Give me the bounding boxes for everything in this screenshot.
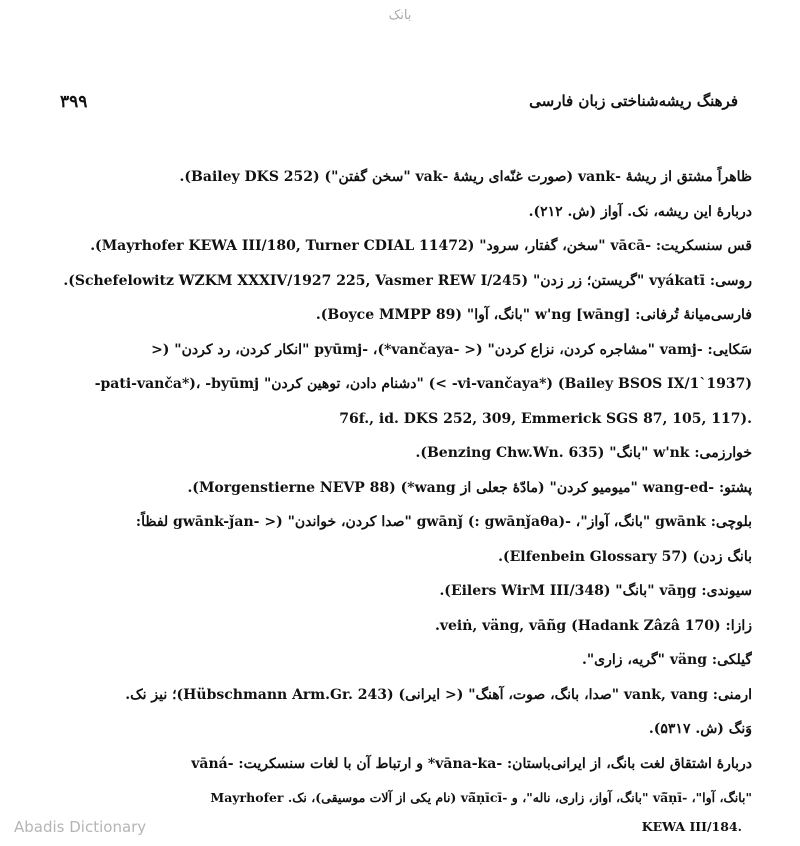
text-line: زازا: veiṅ, väng, vāñg (Hadank Zâzâ 170). — [434, 617, 752, 634]
running-title: فرهنگ ریشه‌شناختی زبان فارسی — [529, 92, 738, 110]
text-line: روسی: vyákatī "گریستن؛ زر زدن" (Schefelowitz WZKM XXXIV/1927 225, Vasmer REW I/245). — [63, 272, 752, 289]
text-line: ظاهراً مشتق از ریشهٔ -vank (صورت غنّه‌ای ریشهٔ -vak "سخن گفتن") (Bailey DKS 252). — [179, 169, 752, 185]
text-line: بلوچی: gwānk "بانگ، آواز"، -gwānǰ (: gwānǰaθa) "صدا کردن، خواندن" (< -gwānk-ǰan لفظاً: — [135, 514, 752, 530]
text-line: -pati-vanča*)، -byūmj "دشنام دادن، توهین کردن" (< -vi-vančaya*) (Bailey BSOS IX/1`1937) — [94, 376, 752, 392]
text-line: گیلکی: väng "گریه، زاری". — [581, 652, 752, 668]
text-line: 76f., id. DKS 252, 309, Emmerick SGS 87, 105, 117). — [339, 410, 752, 427]
text-line: وَنگ (ش. ۵۳۱۷). — [648, 721, 752, 737]
text-line: قس سنسکریت: -vācā "سخن، گفتار، سرود" (Mayrhofer KEWA III/180, Turner CDIAL 11472). — [90, 238, 752, 254]
watermark: Abadis Dictionary — [14, 818, 147, 836]
text-line: پشتو: -wang-ed "میومیو کردن" (مادّهٔ جعلی از wang*) (Morgenstierne NEVP 88). — [187, 479, 752, 496]
text-line: فارسی‌میانهٔ تُرفانی: w'ng [wāng] "بانگ، آوا" (Boyce MMPP 89). — [315, 307, 752, 323]
text-line: سَکایی: -vamj "مشاجره کردن، نزاع کردن" (< -vančaya*)، -pyūmj "انکار کردن، رد کردن" (< — [151, 341, 752, 358]
text-line: بانگ زدن) (Elfenbein Glossary 57). — [498, 548, 752, 565]
text-line: سیوندی: vāŋg "بانگ" (Eilers WirM III/348). — [439, 583, 752, 599]
page-number: ۳۹۹ — [60, 92, 88, 112]
footer-reference: KEWA III/184. — [641, 819, 742, 834]
text-line: خوارزمی: w'nk "بانگ" (Benzing Chw.Wn. 635). — [415, 445, 752, 461]
text-line: دربارهٔ این ریشه، نک. آواز (ش. ۲۱۲). — [528, 203, 752, 220]
text-line: ارمنی: vank, vang "صدا، بانگ، صوت، آهنگ" (< ایرانی) (Hübschmann Arm.Gr. 243)؛ نیز نک. — [125, 686, 752, 703]
text-line: "بانگ، آوا"، -vā̃ṇī "بانگ، آواز، زاری، ناله"، و -vā̃ṇīcī (نام یکی از آلات موسیقی)، نک. Mayrhofer — [210, 790, 752, 805]
headword-title: بانک — [388, 8, 412, 23]
text-line: دربارهٔ اشتقاق لغت بانگ، از ایرانی‌باستان: -vāna-ka* و ارتباط آن با لغات سنسکریت: -vāná — [191, 755, 752, 772]
etymology-body — [40, 160, 752, 816]
